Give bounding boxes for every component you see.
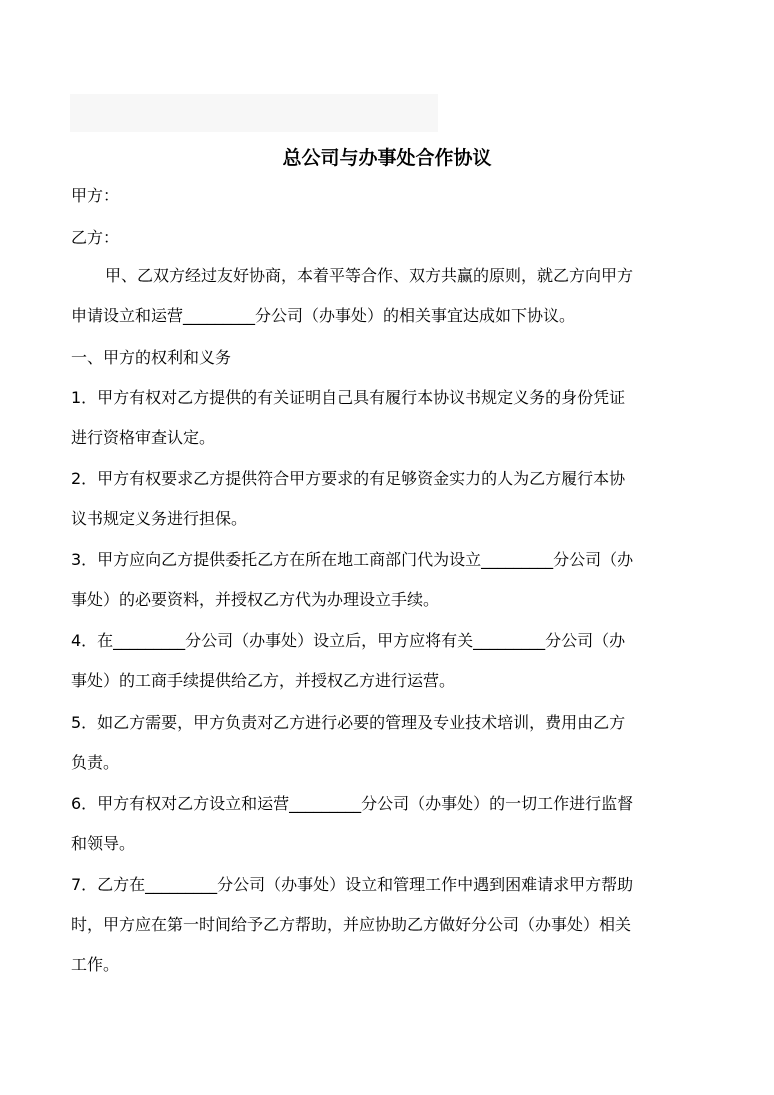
preamble-paragraph: [71, 256, 711, 336]
clause-line: 和领导。: [71, 834, 136, 853]
party-b-label: 乙方：: [71, 228, 120, 247]
clause-line: 事处）的必要资料，并授权乙方代为办理设立手续。: [71, 590, 440, 609]
clause-line: 6．甲方有权对乙方设立和运营_________分公司（办事处）的一切工作进行监督: [71, 794, 634, 813]
clause-line: 进行资格审查认定。: [71, 428, 216, 447]
header-band: [70, 94, 438, 132]
preamble-line: 申请设立和运营_________分公司（办事处）的相关事宜达成如下协议。: [71, 306, 576, 325]
clause-line: 2．甲方有权要求乙方提供符合甲方要求的有足够资金实力的人为乙方履行本协: [71, 469, 626, 488]
clause-5: [71, 703, 711, 783]
document-title: 总公司与办事处合作协议: [282, 147, 492, 169]
clause-line: 议书规定义务进行担保。: [71, 509, 248, 528]
clause-line: 1．甲方有权对乙方提供的有关证明自己具有履行本协议书规定义务的身份凭证: [71, 388, 626, 407]
clause-line: 负责。: [71, 753, 120, 772]
clause-2: [71, 459, 711, 539]
clause-line: 时，甲方应在第一时间给予乙方帮助，并应协助乙方做好分公司（办事处）相关: [71, 915, 632, 934]
clause-line: 事处）的工商手续提供给乙方，并授权乙方进行运营。: [71, 671, 456, 690]
clause-line: 3．甲方应向乙方提供委托乙方在所在地工商部门代为设立_________分公司（办: [71, 550, 634, 569]
clause-7: [71, 865, 711, 985]
clause-3: [71, 540, 711, 620]
clause-line: 工作。: [71, 955, 120, 974]
clause-1: [71, 378, 711, 458]
section-heading: 一、甲方的权利和义务: [71, 348, 232, 367]
clause-line: 5．如乙方需要，甲方负责对乙方进行必要的管理及专业技术培训，费用由乙方: [71, 713, 626, 732]
clause-line: 7．乙方在_________分公司（办事处）设立和管理工作中遇到困难请求甲方帮助: [71, 875, 634, 894]
clause-4: [71, 621, 711, 701]
preamble-line: 甲、乙双方经过友好协商，本着平等合作、双方共赢的原则，就乙方向甲方: [105, 266, 634, 285]
party-a-label: 甲方：: [71, 186, 120, 205]
clause-line: 4．在_________分公司（办事处）设立后，甲方应将有关_________分公司（办: [71, 631, 626, 650]
clause-6: [71, 784, 711, 864]
